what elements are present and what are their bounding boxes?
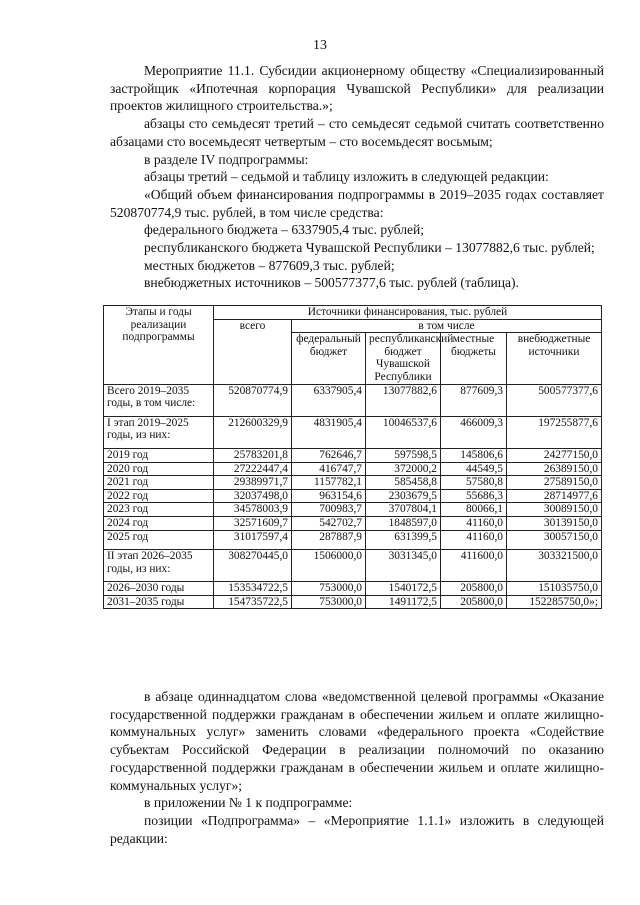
cell-local: 80066,1 bbox=[441, 503, 507, 517]
cell-federal: 963154,6 bbox=[292, 489, 366, 503]
cell-extra: 197255877,6 bbox=[507, 416, 602, 448]
row-label: II этап 2026–2035 годы, из них: bbox=[104, 550, 214, 582]
row-label: 2023 год bbox=[104, 503, 214, 517]
paragraph: федерального бюджета – 6337905,4 тыс. рублей; bbox=[144, 222, 425, 238]
header-republican: республиканский бюджет Чувашской Республики bbox=[366, 333, 441, 384]
cell-local: 55686,3 bbox=[441, 489, 507, 503]
cell-total: 153534722,5 bbox=[214, 582, 292, 596]
cell-extra: 151035750,0 bbox=[507, 582, 602, 596]
cell-total: 27222447,4 bbox=[214, 462, 292, 476]
row-label: 2026–2030 годы bbox=[104, 582, 214, 596]
cell-total: 31017597,4 bbox=[214, 530, 292, 550]
paragraph: в абзаце одиннадцатом слова «ведомственной целевой программы «Оказание государственной поддержки гражданам в обеспечении жильем и оплате жилищно-коммунальных услуг» заменить словами «федерального проекта «Содействие субъектам Российской Федерации в реализации полномочий по оказанию государственной поддержки гражданам в обеспечении жильем и оплате жилищно-коммунальных услуг»; bbox=[110, 689, 604, 793]
cell-total: 25783201,8 bbox=[214, 448, 292, 462]
cell-extra: 152285750,0»; bbox=[507, 595, 602, 609]
table-row bbox=[104, 384, 602, 416]
paragraph: «Общий объем финансирования подпрограммы в 2019–2035 годах составляет 520870774,9 тыс. рублей, в том числе средства: bbox=[110, 186, 604, 220]
cell-federal: 542702,7 bbox=[292, 516, 366, 530]
paragraph: абзацы сто семьдесят третий – сто семьдесят седьмой считать соответственно абзацами сто восемьдесят четвертым – сто восемьдесят восьмым; bbox=[110, 116, 604, 149]
cell-extra: 500577377,6 bbox=[507, 384, 602, 416]
cell-extra: 30139150,0 bbox=[507, 516, 602, 530]
cell-total: 32571609,7 bbox=[214, 516, 292, 530]
cell-local: 877609,3 bbox=[441, 384, 507, 416]
cell-republican: 372000,2 bbox=[366, 462, 441, 476]
cell-republican: 3031345,0 bbox=[366, 550, 441, 582]
table-row bbox=[104, 516, 602, 530]
cell-total: 29389971,7 bbox=[214, 476, 292, 490]
text-block-bottom bbox=[110, 688, 604, 847]
cell-extra: 28714977,6 bbox=[507, 489, 602, 503]
row-label: 2024 год bbox=[104, 516, 214, 530]
page-number: 13 bbox=[313, 38, 327, 53]
cell-local: 411600,0 bbox=[441, 550, 507, 582]
cell-federal: 1506000,0 bbox=[292, 550, 366, 582]
cell-local: 41160,0 bbox=[441, 516, 507, 530]
row-label: 2025 год bbox=[104, 530, 214, 550]
cell-local: 466009,3 bbox=[441, 416, 507, 448]
table-row bbox=[104, 530, 602, 550]
cell-republican: 3707804,1 bbox=[366, 503, 441, 517]
paragraph: абзацы третий – седьмой и таблицу изложить в следующей редакции: bbox=[144, 169, 549, 185]
paragraph: внебюджетных источников – 500577377,6 тыс. рублей (таблица). bbox=[144, 275, 519, 291]
header-stages: Этапы и годы реализации подпрограммы bbox=[104, 306, 214, 385]
cell-extra: 26389150,0 bbox=[507, 462, 602, 476]
table-row bbox=[104, 448, 602, 462]
cell-federal: 1157782,1 bbox=[292, 476, 366, 490]
paragraph: в разделе IV подпрограммы: bbox=[144, 151, 309, 167]
cell-republican: 10046537,6 bbox=[366, 416, 441, 448]
cell-republican: 13077882,6 bbox=[366, 384, 441, 416]
table-row bbox=[104, 416, 602, 448]
table-row bbox=[104, 550, 602, 582]
row-label: 2020 год bbox=[104, 462, 214, 476]
table-row bbox=[104, 462, 602, 476]
cell-total: 32037498,0 bbox=[214, 489, 292, 503]
header-extra: внебюджетные источники bbox=[507, 333, 602, 384]
paragraph: местных бюджетов – 877609,3 тыс. рублей; bbox=[144, 257, 395, 273]
cell-total: 34578003,9 bbox=[214, 503, 292, 517]
cell-federal: 753000,0 bbox=[292, 595, 366, 609]
cell-federal: 762646,7 bbox=[292, 448, 366, 462]
paragraph: позиции «Подпрограмма» – «Мероприятие 1.1.1» изложить в следующей редакции: bbox=[110, 812, 604, 846]
cell-republican: 1540172,5 bbox=[366, 582, 441, 596]
header-federal: федеральный бюджет bbox=[292, 333, 366, 384]
cell-extra: 24277150,0 bbox=[507, 448, 602, 462]
cell-republican: 631399,5 bbox=[366, 530, 441, 550]
cell-local: 44549,5 bbox=[441, 462, 507, 476]
cell-extra: 30057150,0 bbox=[507, 530, 602, 550]
cell-federal: 6337905,4 bbox=[292, 384, 366, 416]
cell-republican: 597598,5 bbox=[366, 448, 441, 462]
cell-total: 154735722,5 bbox=[214, 595, 292, 609]
table-row bbox=[104, 476, 602, 490]
cell-republican: 2303679,5 bbox=[366, 489, 441, 503]
table-row bbox=[104, 489, 602, 503]
row-label: 2022 год bbox=[104, 489, 214, 503]
paragraph: в приложении № 1 к подпрограмме: bbox=[144, 795, 353, 811]
cell-federal: 4831905,4 bbox=[292, 416, 366, 448]
table-row bbox=[104, 582, 602, 596]
header-including: в том числе bbox=[292, 319, 602, 333]
cell-extra: 303321500,0 bbox=[507, 550, 602, 582]
cell-federal: 753000,0 bbox=[292, 582, 366, 596]
cell-extra: 30089150,0 bbox=[507, 503, 602, 517]
cell-local: 41160,0 bbox=[441, 530, 507, 550]
cell-republican: 585458,8 bbox=[366, 476, 441, 490]
header-sources: Источники финансирования, тыс. рублей bbox=[214, 306, 602, 320]
paragraph: республиканского бюджета Чувашской Республики – 13077882,6 тыс. рублей; bbox=[144, 240, 595, 256]
cell-total: 212600329,9 bbox=[214, 416, 292, 448]
cell-total: 308270445,0 bbox=[214, 550, 292, 582]
paragraph: Мероприятие 11.1. Субсидии акционерному обществу «Специализированный застройщик «Ипотечная корпорация Чувашской Республики» для реализации проектов жилищного строительства.»; bbox=[110, 63, 604, 114]
text-block-top bbox=[110, 62, 604, 292]
cell-local: 205800,0 bbox=[441, 582, 507, 596]
cell-federal: 416747,7 bbox=[292, 462, 366, 476]
header-local: местные бюджеты bbox=[441, 333, 507, 384]
cell-extra: 27589150,0 bbox=[507, 476, 602, 490]
row-label: 2019 год bbox=[104, 448, 214, 462]
header-total: всего bbox=[214, 319, 292, 384]
row-label: 2031–2035 годы bbox=[104, 595, 214, 609]
cell-local: 57580,8 bbox=[441, 476, 507, 490]
row-label: Всего 2019–2035 годы, в том числе: bbox=[104, 384, 214, 416]
row-label: 2021 год bbox=[104, 476, 214, 490]
cell-local: 145806,6 bbox=[441, 448, 507, 462]
cell-federal: 700983,7 bbox=[292, 503, 366, 517]
row-label: I этап 2019–2025 годы, из них: bbox=[104, 416, 214, 448]
cell-local: 205800,0 bbox=[441, 595, 507, 609]
cell-total: 520870774,9 bbox=[214, 384, 292, 416]
cell-federal: 287887,9 bbox=[292, 530, 366, 550]
table-row bbox=[104, 503, 602, 517]
cell-republican: 1848597,0 bbox=[366, 516, 441, 530]
cell-republican: 1491172,5 bbox=[366, 595, 441, 609]
table-row bbox=[104, 595, 602, 609]
financing-table bbox=[103, 305, 602, 609]
